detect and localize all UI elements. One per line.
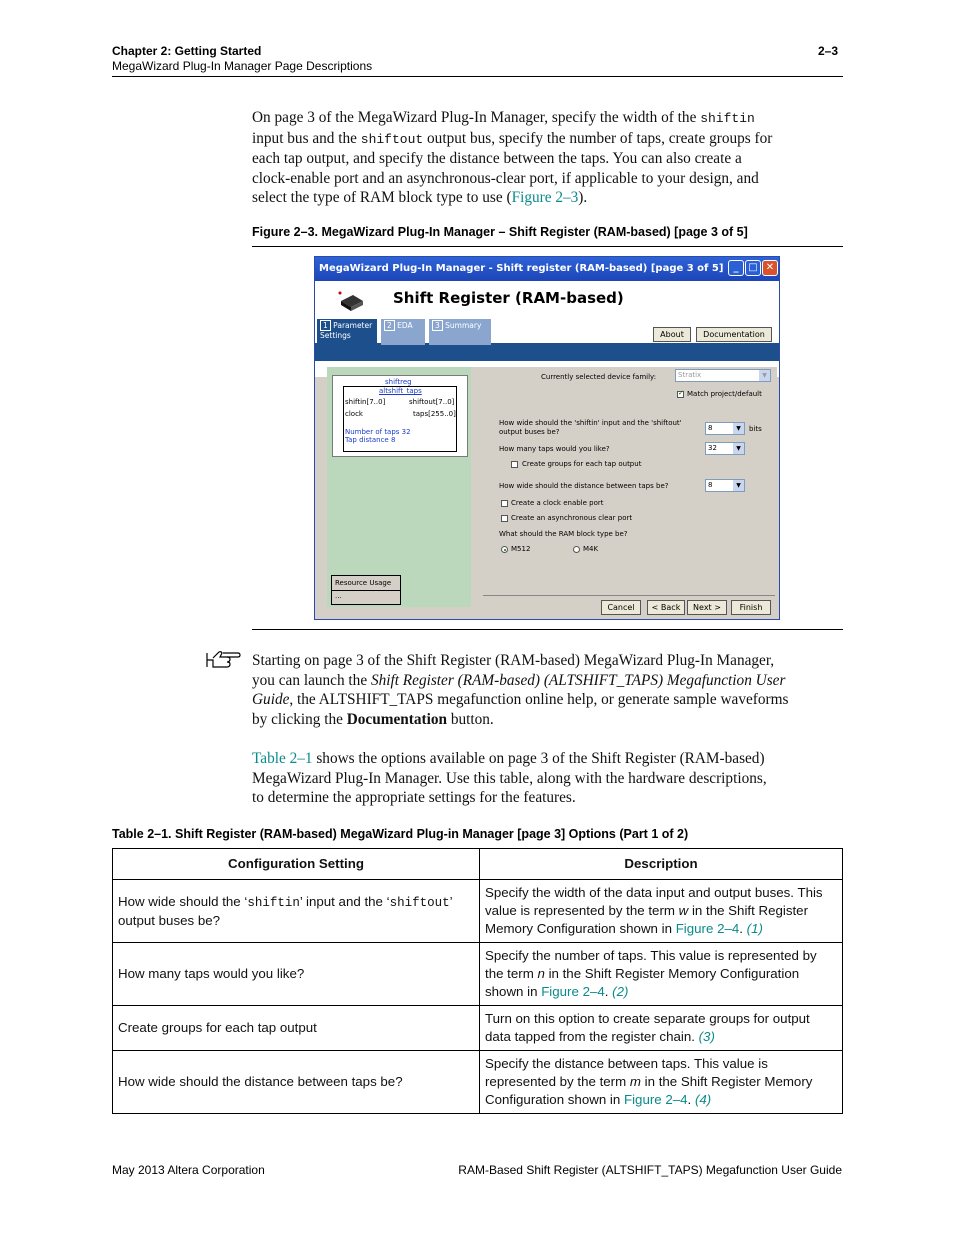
ram-question: What should the RAM block type be?	[499, 530, 628, 538]
footnote-link[interactable]: (4)	[694, 1092, 712, 1107]
distance-select[interactable]: 8 ▼	[705, 479, 745, 492]
megawizard-window	[314, 256, 780, 620]
clock-enable-label: Create a clock enable port	[511, 499, 604, 507]
distance-question: How wide should the distance between taps be?	[499, 482, 669, 490]
table-row	[113, 943, 843, 1006]
code-shiftout: shiftout	[360, 131, 424, 147]
symbol-block: shiftreg altshift_taps shiftin[7..0] clock shiftout[7..0] taps[255..0] Number of taps 32 Tap distance 8	[332, 375, 468, 457]
width-unit: bits	[749, 425, 762, 433]
documentation-button[interactable]: Documentation	[696, 327, 772, 342]
close-icon[interactable]: ✕	[762, 260, 778, 276]
setting-cell: How wide should the distance between taps be?	[113, 1051, 480, 1114]
maximize-icon[interactable]: □	[745, 260, 761, 276]
setting-cell: Create groups for each tap output	[113, 1006, 480, 1051]
description-cell: Turn on this option to create separate groups for output data tapped from the register chain. (3)	[480, 1006, 843, 1051]
tab-parameter-settings[interactable]: 1 Parameter Settings	[317, 319, 377, 361]
footnote-link[interactable]: (3)	[698, 1029, 715, 1044]
window-title: MegaWizard Plug-In Manager - Shift register (RAM-based) [page 3 of 5]	[319, 263, 724, 274]
taps-question: How many taps would you like?	[499, 445, 610, 453]
chip-icon	[337, 289, 365, 313]
table-row	[113, 1051, 843, 1114]
options-table	[112, 848, 843, 1114]
setting-cell: How many taps would you like?	[113, 943, 480, 1006]
groups-label: Create groups for each tap output	[522, 460, 642, 468]
about-button[interactable]: About	[653, 327, 691, 342]
width-question-2: output buses be?	[499, 428, 560, 436]
width-select[interactable]: 8 ▼	[705, 422, 745, 435]
tab-summary[interactable]: 3 Summary	[429, 319, 491, 345]
figure-caption: Figure 2–3. MegaWizard Plug-In Manager – Shift Register (RAM-based) [page 3 of 5]	[252, 225, 748, 239]
tab-band	[315, 345, 779, 361]
section-title: MegaWizard Plug-In Manager Page Descriptions	[112, 59, 373, 73]
family-label: Currently selected device family:	[541, 373, 657, 381]
figure-2-4-link[interactable]: Figure 2–4	[623, 1092, 688, 1107]
figure-2-4-link[interactable]: Figure 2–4	[675, 921, 740, 936]
ram-m512-radio[interactable]	[501, 546, 508, 553]
footer-left: May 2013 Altera Corporation	[112, 1163, 265, 1177]
table-row	[113, 880, 843, 943]
clock-enable-checkbox[interactable]	[501, 500, 508, 507]
ram-m4k-label: M4K	[583, 545, 599, 553]
wizard-heading: Shift Register (RAM-based)	[393, 289, 624, 307]
figure-bottom-rule	[252, 629, 843, 630]
finish-button[interactable]: Finish	[731, 600, 771, 615]
taps-select[interactable]: 32 ▼	[705, 442, 745, 455]
note-paragraph: Starting on page 3 of the Shift Register (RAM-based) MegaWizard Plug-In Manager, you can launch the Shift Register (RAM-based) (ALTSHIFT_TAPS) Megafunction User Guide, the ALTSHIFT_TAPS megafunction online help, or generate sample waveforms by clicking the Documentation button.	[252, 652, 789, 728]
description-cell: Specify the width of the data input and output buses. This value is represented by the term w in the Shift Register Memory Configuration shown in Figure 2–4. (1)	[480, 880, 843, 943]
figure-link[interactable]: Figure 2–3	[511, 189, 579, 206]
footer-right: RAM-Based Shift Register (ALTSHIFT_TAPS) Megafunction User Guide	[458, 1163, 842, 1177]
window-titlebar	[315, 257, 779, 281]
groups-checkbox[interactable]	[511, 461, 518, 468]
match-checkbox[interactable]: ✓	[678, 389, 684, 397]
col-configuration-setting: Configuration Setting	[113, 849, 480, 880]
match-label: Match project/default	[687, 390, 762, 398]
description-cell: Specify the number of taps. This value is represented by the term n in the Shift Register Memory Configuration shown in Figure 2–4. (2)	[480, 943, 843, 1006]
footnote-link[interactable]: (1)	[746, 921, 763, 936]
tab-eda[interactable]: 2 EDA	[381, 319, 425, 345]
intro-paragraph: On page 3 of the MegaWizard Plug-In Manager, specify the width of the shiftin input bus and the shiftout output bus, specify the number of taps, create groups for each tap output, and specify the distance between the taps. You can also create a clock-enable port and an asynchronous-clear port, if applicable to your design, and select the type of RAM block type to use (Figure 2–3).	[252, 109, 773, 206]
table-header-row	[113, 849, 843, 880]
description-cell: Specify the distance between taps. This value is represented by the term m in the Shift Register Memory Configuration shown in Figure 2–4. (4)	[480, 1051, 843, 1114]
figure-top-rule	[252, 246, 843, 247]
next-button[interactable]: Next >	[687, 600, 727, 615]
pointing-hand-icon	[205, 650, 241, 670]
aclr-checkbox[interactable]	[501, 515, 508, 522]
resource-usage-box: Resource Usage ...	[331, 575, 401, 605]
ram-m512-label: M512	[511, 545, 531, 553]
ram-m4k-radio[interactable]	[573, 546, 580, 553]
page-number: 2–3	[818, 44, 839, 58]
figure-2-4-link[interactable]: Figure 2–4	[541, 984, 605, 999]
header-rule	[112, 76, 843, 77]
code-shiftin: shiftin	[700, 111, 755, 126]
col-description: Description	[480, 849, 843, 880]
table-link[interactable]: Table 2–1	[252, 750, 313, 767]
resource-usage-label: Resource Usage	[332, 576, 400, 591]
width-question: How wide should the 'shiftin' input and the 'shiftout'	[499, 419, 682, 427]
back-button[interactable]: < Back	[647, 600, 685, 615]
footnote-link[interactable]: (2)	[612, 984, 629, 999]
table-intro-paragraph: Table 2–1 shows the options available on page 3 of the Shift Register (RAM-based) MegaWizard Plug-In Manager. Use this table, along with the hardware descriptions, to determine the appropriate settings for the features.	[252, 750, 767, 806]
aclr-label: Create an asynchronous clear port	[511, 514, 633, 522]
minimize-icon[interactable]: _	[728, 260, 744, 276]
family-select[interactable]: Stratix ▼	[675, 369, 771, 382]
cancel-button[interactable]: Cancel	[601, 600, 641, 615]
table-caption: Table 2–1. Shift Register (RAM-based) MegaWizard Plug-in Manager [page 3] Options (Part 1 of 2)	[112, 827, 689, 841]
chapter-title: Chapter 2: Getting Started	[112, 44, 262, 58]
setting-cell: How wide should the ‘shiftin’ input and the ‘shiftout’ output buses be?	[113, 880, 480, 943]
table-row	[113, 1006, 843, 1051]
